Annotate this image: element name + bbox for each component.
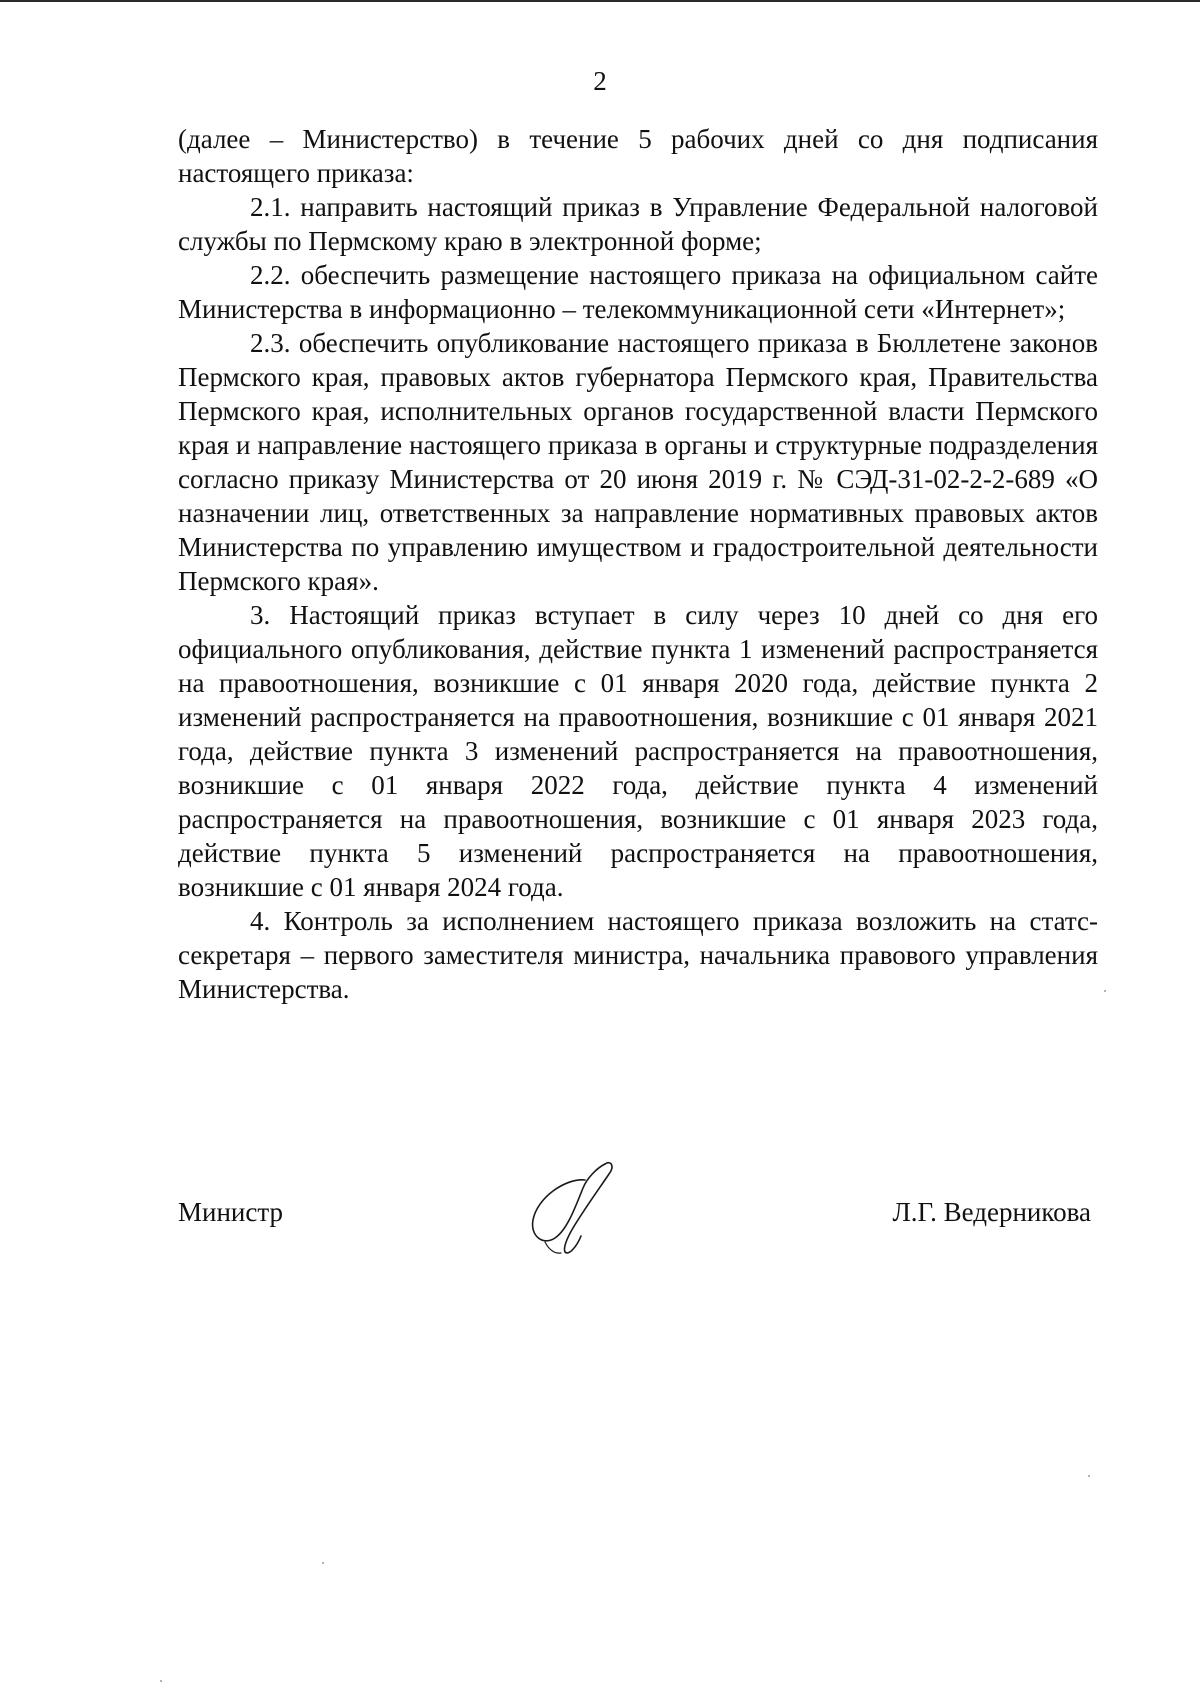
paragraph-2-1: 2.1. направить настоящий приказ в Управление Федеральной налоговой службы по Пермскому краю в электронной форме; (178, 192, 1098, 256)
scan-speck (1088, 1475, 1090, 1477)
paragraph-intro: (далее – Министерство) в течение 5 рабочих дней со дня подписания настоящего приказа: (178, 124, 1098, 188)
top-border-line (0, 0, 1200, 2)
paragraph-4: 4. Контроль за исполнением настоящего приказа возложить на статс-секретаря – первого заместителя министра, начальника правового управления Министерства. (178, 906, 1098, 1004)
page-number: 2 (593, 66, 607, 96)
signatory-position: Министр (178, 1197, 283, 1227)
signatory-name: Л.Г. Ведерникова (892, 1197, 1091, 1227)
document-body (178, 122, 1098, 1006)
paragraph-2-3: 2.3. обеспечить опубликование настоящего приказа в Бюллетене законов Пермского края, правовых актов губернатора Пермского края, Правительства Пермского края, исполнительных органов государственной власти Пермского края и направление настоящего приказа в органы и структурные подразделения согласно приказу Министерства от 20 июня 2019 г. № СЭД-31-02-2-2-689 «О назначении лиц, ответственных за направление нормативных правовых актов Министерства по управлению имуществом и градостроительной деятельности Пермского края». (178, 328, 1098, 596)
scan-speck (1104, 990, 1106, 992)
paragraph-3: 3. Настоящий приказ вступает в силу через 10 дней со дня его официального опубликования, действие пункта 1 изменений распространяется на правоотношения, возникшие с 01 января 2020 года, действие пункта 2 изменений распространяется на правоотношения, возникшие с 01 января 2021 года, действие пункта 3 изменений распространяется на правоотношения, возникшие с 01 января 2022 года, действие пункта 4 изменений распространяется на правоотношения, возникшие с 01 января 2023 года, действие пункта 5 изменений распространяется на правоотношения, возникшие с 01 января 2024 года. (178, 600, 1098, 902)
paragraph-2-2: 2.2. обеспечить размещение настоящего приказа на официальном сайте Министерства в информационно – телекоммуникационной сети «Интернет»; (178, 260, 1098, 324)
scan-speck (160, 1680, 162, 1682)
handwritten-signature (525, 1158, 635, 1258)
scan-speck (322, 1562, 324, 1564)
